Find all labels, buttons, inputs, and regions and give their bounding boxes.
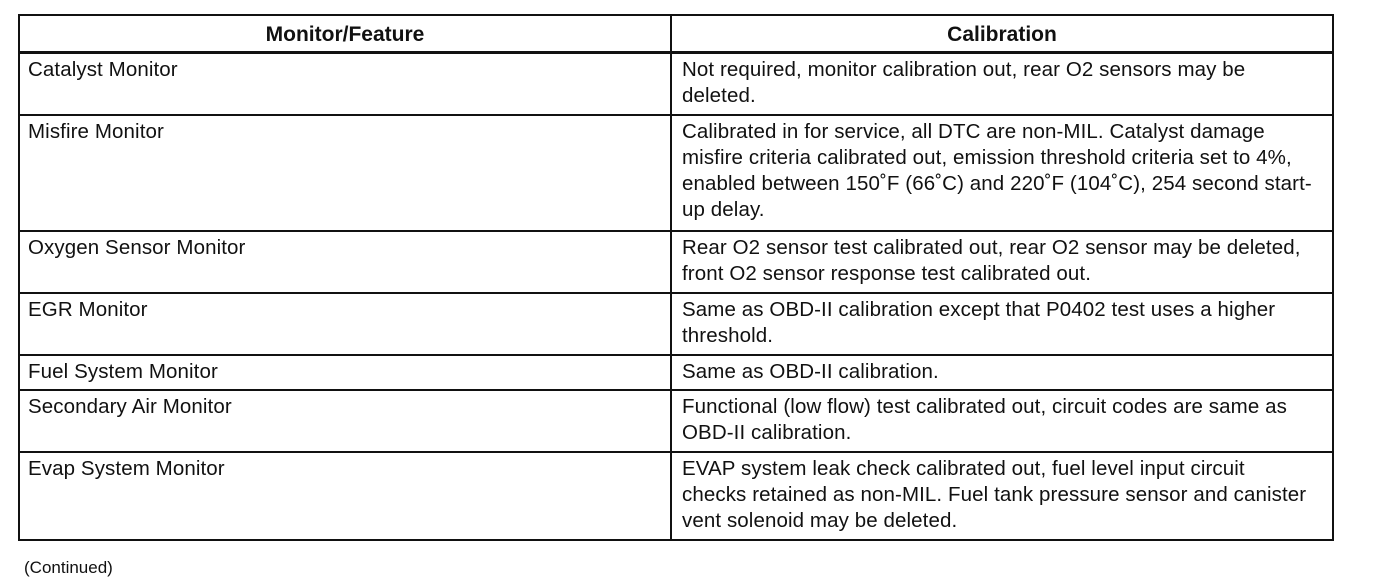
column-header-calibration: Calibration (671, 15, 1333, 53)
feature-cell: Misfire Monitor (19, 115, 671, 231)
calibration-cell: Same as OBD-II calibration except that P0402 test uses a higher threshold. (671, 293, 1333, 355)
table-row (19, 115, 1333, 231)
calibration-cell: EVAP system leak check calibrated out, fuel level input circuit checks retained as non-MIL. Fuel tank pressure sensor and canister vent solenoid may be deleted. (671, 452, 1333, 540)
table-header-row (19, 15, 1333, 53)
calibration-cell: Same as OBD-II calibration. (671, 355, 1333, 390)
column-header-monitor-feature: Monitor/Feature (19, 15, 671, 53)
calibration-cell: Calibrated in for service, all DTC are non-MIL. Catalyst damage misfire criteria calibrated out, emission threshold criteria set to 4%, enabled between 150˚F (66˚C) and 220˚F (104˚C), 254 second start-up delay. (671, 115, 1333, 231)
table-row (19, 390, 1333, 452)
table-row (19, 355, 1333, 390)
table-row (19, 53, 1333, 115)
continued-note: (Continued) (24, 558, 113, 577)
feature-cell: Evap System Monitor (19, 452, 671, 540)
monitor-calibration-table (18, 14, 1334, 541)
feature-cell: EGR Monitor (19, 293, 671, 355)
feature-cell: Catalyst Monitor (19, 53, 671, 115)
feature-cell: Fuel System Monitor (19, 355, 671, 390)
calibration-cell: Rear O2 sensor test calibrated out, rear O2 sensor may be deleted, front O2 sensor response test calibrated out. (671, 231, 1333, 293)
feature-cell: Oxygen Sensor Monitor (19, 231, 671, 293)
feature-cell: Secondary Air Monitor (19, 390, 671, 452)
calibration-cell: Not required, monitor calibration out, rear O2 sensors may be deleted. (671, 53, 1333, 115)
calibration-cell: Functional (low flow) test calibrated out, circuit codes are same as OBD-II calibration. (671, 390, 1333, 452)
table-row (19, 293, 1333, 355)
table-row (19, 231, 1333, 293)
table-row (19, 452, 1333, 540)
